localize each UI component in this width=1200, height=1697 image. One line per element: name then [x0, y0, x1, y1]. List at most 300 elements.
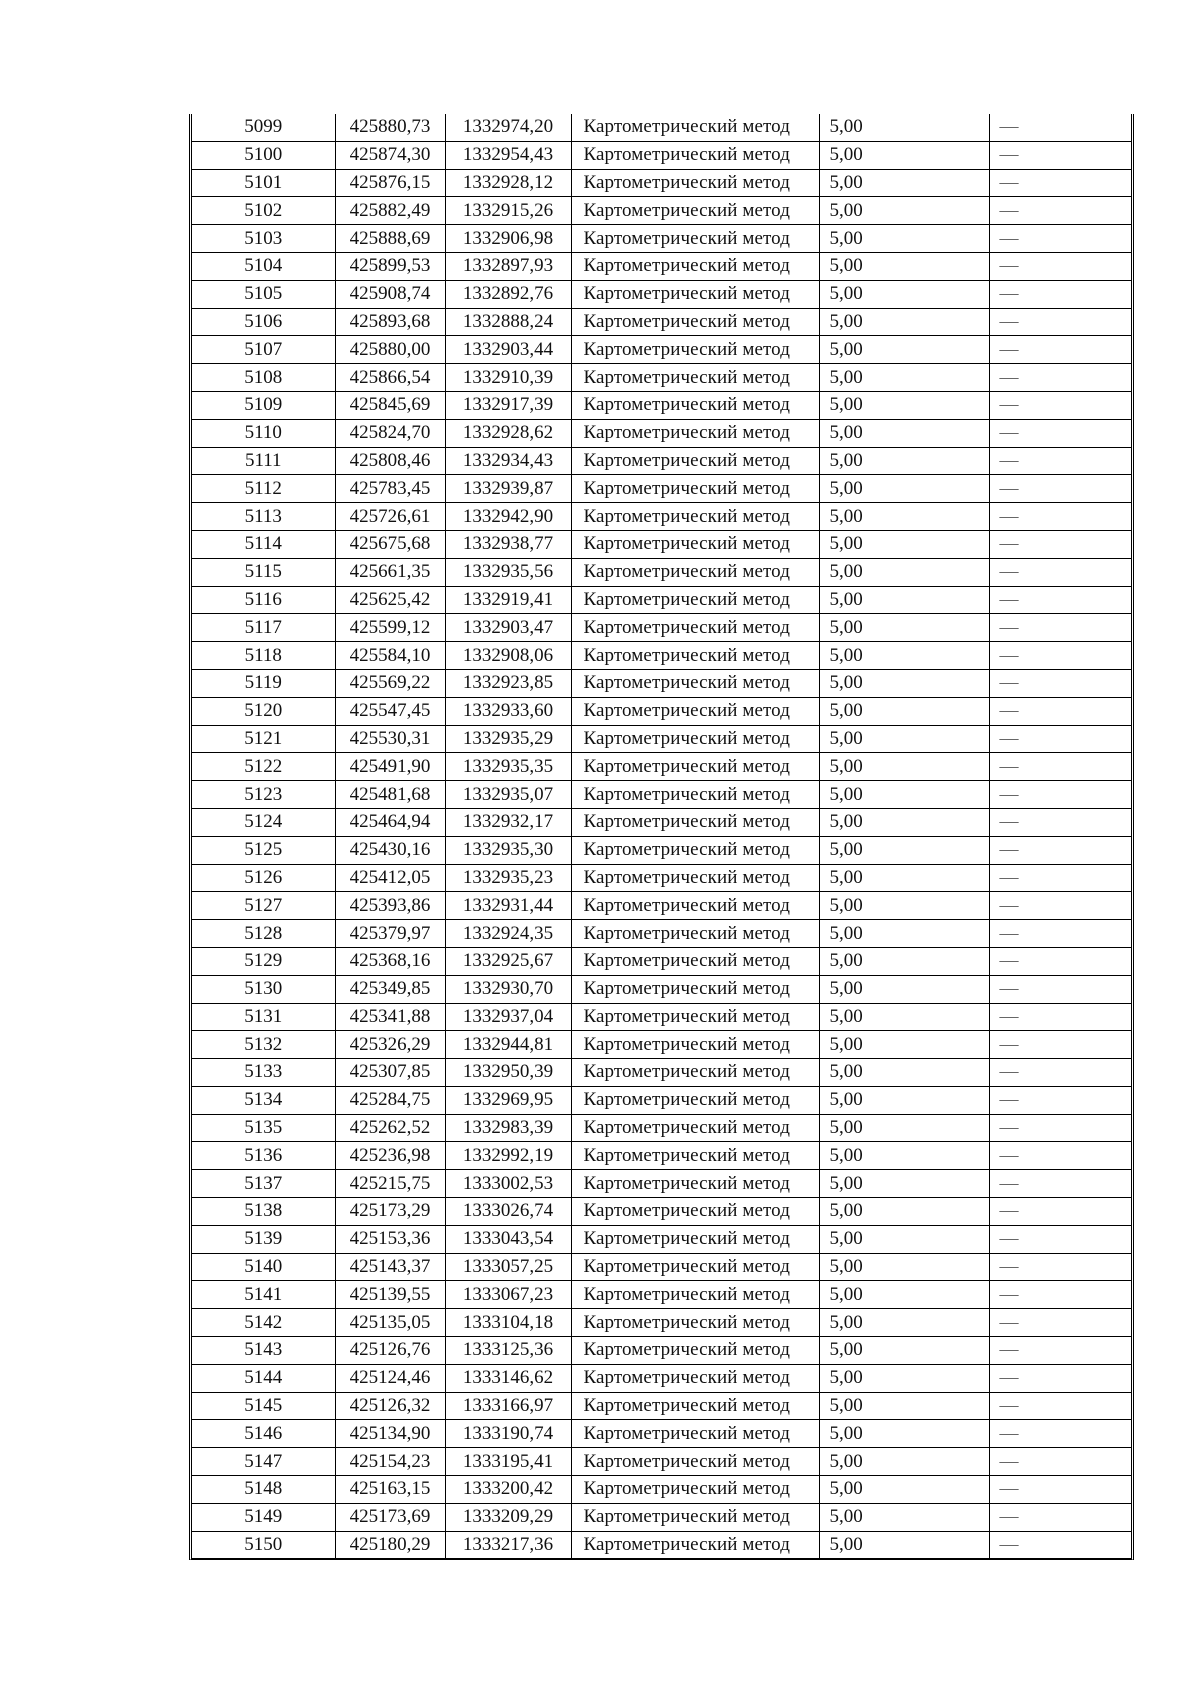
method-cell: Картометрический метод: [571, 1420, 819, 1448]
point-number-cell: 5113: [192, 503, 335, 531]
x-coordinate-cell: 425284,75: [335, 1086, 445, 1114]
accuracy-cell: 5,00: [819, 864, 989, 892]
x-coordinate-cell: 425126,76: [335, 1337, 445, 1365]
method-cell: Картометрический метод: [571, 114, 819, 141]
accuracy-cell: 5,00: [819, 725, 989, 753]
table-row: [192, 669, 1131, 697]
x-coordinate-cell: 425180,29: [335, 1531, 445, 1559]
table-row: [192, 725, 1131, 753]
note-cell: —: [989, 1059, 1131, 1087]
point-number-cell: 5129: [192, 947, 335, 975]
note-cell: —: [989, 1253, 1131, 1281]
x-coordinate-cell: 425661,35: [335, 558, 445, 586]
method-cell: Картометрический метод: [571, 280, 819, 308]
point-number-cell: 5139: [192, 1225, 335, 1253]
accuracy-cell: 5,00: [819, 642, 989, 670]
accuracy-cell: 5,00: [819, 614, 989, 642]
table-row: [192, 892, 1131, 920]
y-coordinate-cell: 1332935,29: [445, 725, 571, 753]
accuracy-cell: 5,00: [819, 1420, 989, 1448]
note-cell: —: [989, 280, 1131, 308]
accuracy-cell: 5,00: [819, 1198, 989, 1226]
accuracy-cell: 5,00: [819, 947, 989, 975]
x-coordinate-cell: 425866,54: [335, 364, 445, 392]
table-row: [192, 1364, 1131, 1392]
x-coordinate-cell: 425464,94: [335, 808, 445, 836]
x-coordinate-cell: 425379,97: [335, 920, 445, 948]
table-row: [192, 864, 1131, 892]
point-number-cell: 5135: [192, 1114, 335, 1142]
x-coordinate-cell: 425124,46: [335, 1364, 445, 1392]
table-row: [192, 697, 1131, 725]
point-number-cell: 5145: [192, 1392, 335, 1420]
point-number-cell: 5103: [192, 225, 335, 253]
note-cell: —: [989, 1364, 1131, 1392]
method-cell: Картометрический метод: [571, 1142, 819, 1170]
accuracy-cell: 5,00: [819, 1392, 989, 1420]
x-coordinate-cell: 425307,85: [335, 1059, 445, 1087]
y-coordinate-cell: 1332906,98: [445, 225, 571, 253]
note-cell: —: [989, 1448, 1131, 1476]
point-number-cell: 5147: [192, 1448, 335, 1476]
method-cell: Картометрический метод: [571, 1503, 819, 1531]
point-number-cell: 5115: [192, 558, 335, 586]
method-cell: Картометрический метод: [571, 1309, 819, 1337]
method-cell: Картометрический метод: [571, 1198, 819, 1226]
x-coordinate-cell: 425393,86: [335, 892, 445, 920]
method-cell: Картометрический метод: [571, 225, 819, 253]
table-row: [192, 1309, 1131, 1337]
y-coordinate-cell: 1332935,23: [445, 864, 571, 892]
note-cell: —: [989, 642, 1131, 670]
point-number-cell: 5136: [192, 1142, 335, 1170]
point-number-cell: 5111: [192, 447, 335, 475]
x-coordinate-cell: 425341,88: [335, 1003, 445, 1031]
y-coordinate-cell: 1332928,62: [445, 419, 571, 447]
point-number-cell: 5121: [192, 725, 335, 753]
table-row: [192, 336, 1131, 364]
table-body: [192, 114, 1131, 1559]
note-cell: —: [989, 308, 1131, 336]
note-cell: —: [989, 1420, 1131, 1448]
y-coordinate-cell: 1332919,41: [445, 586, 571, 614]
accuracy-cell: 5,00: [819, 447, 989, 475]
y-coordinate-cell: 1332908,06: [445, 642, 571, 670]
table-row: [192, 419, 1131, 447]
point-number-cell: 5118: [192, 642, 335, 670]
accuracy-cell: 5,00: [819, 419, 989, 447]
accuracy-cell: 5,00: [819, 391, 989, 419]
y-coordinate-cell: 1333043,54: [445, 1225, 571, 1253]
x-coordinate-cell: 425874,30: [335, 141, 445, 169]
y-coordinate-cell: 1332930,70: [445, 975, 571, 1003]
accuracy-cell: 5,00: [819, 1142, 989, 1170]
point-number-cell: 5150: [192, 1531, 335, 1559]
method-cell: Картометрический метод: [571, 947, 819, 975]
method-cell: Картометрический метод: [571, 503, 819, 531]
note-cell: —: [989, 697, 1131, 725]
table-row: [192, 114, 1131, 141]
point-number-cell: 5108: [192, 364, 335, 392]
point-number-cell: 5131: [192, 1003, 335, 1031]
point-number-cell: 5124: [192, 808, 335, 836]
method-cell: Картометрический метод: [571, 1531, 819, 1559]
accuracy-cell: 5,00: [819, 975, 989, 1003]
note-cell: —: [989, 1170, 1131, 1198]
x-coordinate-cell: 425135,05: [335, 1309, 445, 1337]
y-coordinate-cell: 1332992,19: [445, 1142, 571, 1170]
note-cell: —: [989, 503, 1131, 531]
method-cell: Картометрический метод: [571, 1392, 819, 1420]
point-number-cell: 5127: [192, 892, 335, 920]
method-cell: Картометрический метод: [571, 753, 819, 781]
y-coordinate-cell: 1332954,43: [445, 141, 571, 169]
x-coordinate-cell: 425876,15: [335, 169, 445, 197]
method-cell: Картометрический метод: [571, 419, 819, 447]
point-number-cell: 5100: [192, 141, 335, 169]
method-cell: Картометрический метод: [571, 336, 819, 364]
accuracy-cell: 5,00: [819, 920, 989, 948]
accuracy-cell: 5,00: [819, 252, 989, 280]
y-coordinate-cell: 1332928,12: [445, 169, 571, 197]
note-cell: —: [989, 1531, 1131, 1559]
accuracy-cell: 5,00: [819, 1337, 989, 1365]
y-coordinate-cell: 1332935,35: [445, 753, 571, 781]
x-coordinate-cell: 425824,70: [335, 419, 445, 447]
method-cell: Картометрический метод: [571, 725, 819, 753]
point-number-cell: 5109: [192, 391, 335, 419]
y-coordinate-cell: 1332983,39: [445, 1114, 571, 1142]
y-coordinate-cell: 1332903,44: [445, 336, 571, 364]
table-row: [192, 1253, 1131, 1281]
x-coordinate-cell: 425845,69: [335, 391, 445, 419]
y-coordinate-cell: 1332888,24: [445, 308, 571, 336]
x-coordinate-cell: 425880,00: [335, 336, 445, 364]
table-row: [192, 1142, 1131, 1170]
table-row: [192, 141, 1131, 169]
accuracy-cell: 5,00: [819, 114, 989, 141]
method-cell: Картометрический метод: [571, 808, 819, 836]
table-row: [192, 1503, 1131, 1531]
table-row: [192, 280, 1131, 308]
accuracy-cell: 5,00: [819, 1086, 989, 1114]
accuracy-cell: 5,00: [819, 1503, 989, 1531]
y-coordinate-cell: 1332950,39: [445, 1059, 571, 1087]
table-row: [192, 558, 1131, 586]
note-cell: —: [989, 920, 1131, 948]
coordinates-table-frame: [189, 114, 1134, 1560]
accuracy-cell: 5,00: [819, 169, 989, 197]
accuracy-cell: 5,00: [819, 697, 989, 725]
y-coordinate-cell: 1332934,43: [445, 447, 571, 475]
x-coordinate-cell: 425412,05: [335, 864, 445, 892]
point-number-cell: 5102: [192, 197, 335, 225]
accuracy-cell: 5,00: [819, 280, 989, 308]
method-cell: Картометрический метод: [571, 197, 819, 225]
accuracy-cell: 5,00: [819, 503, 989, 531]
note-cell: —: [989, 864, 1131, 892]
y-coordinate-cell: 1332932,17: [445, 808, 571, 836]
accuracy-cell: 5,00: [819, 197, 989, 225]
method-cell: Картометрический метод: [571, 1281, 819, 1309]
note-cell: —: [989, 391, 1131, 419]
y-coordinate-cell: 1333195,41: [445, 1448, 571, 1476]
accuracy-cell: 5,00: [819, 753, 989, 781]
point-number-cell: 5117: [192, 614, 335, 642]
note-cell: —: [989, 419, 1131, 447]
table-row: [192, 391, 1131, 419]
note-cell: —: [989, 1114, 1131, 1142]
table-row: [192, 753, 1131, 781]
x-coordinate-cell: 425726,61: [335, 503, 445, 531]
table-row: [192, 225, 1131, 253]
note-cell: —: [989, 447, 1131, 475]
accuracy-cell: 5,00: [819, 1114, 989, 1142]
note-cell: —: [989, 669, 1131, 697]
table-row: [192, 920, 1131, 948]
note-cell: —: [989, 169, 1131, 197]
accuracy-cell: 5,00: [819, 1531, 989, 1559]
y-coordinate-cell: 1333166,97: [445, 1392, 571, 1420]
table-row: [192, 975, 1131, 1003]
accuracy-cell: 5,00: [819, 1225, 989, 1253]
x-coordinate-cell: 425368,16: [335, 947, 445, 975]
y-coordinate-cell: 1332917,39: [445, 391, 571, 419]
point-number-cell: 5107: [192, 336, 335, 364]
x-coordinate-cell: 425134,90: [335, 1420, 445, 1448]
note-cell: —: [989, 141, 1131, 169]
method-cell: Картометрический метод: [571, 1170, 819, 1198]
y-coordinate-cell: 1332933,60: [445, 697, 571, 725]
point-number-cell: 5104: [192, 252, 335, 280]
point-number-cell: 5119: [192, 669, 335, 697]
accuracy-cell: 5,00: [819, 1059, 989, 1087]
method-cell: Картометрический метод: [571, 1114, 819, 1142]
y-coordinate-cell: 1333002,53: [445, 1170, 571, 1198]
note-cell: —: [989, 1337, 1131, 1365]
method-cell: Картометрический метод: [571, 1448, 819, 1476]
x-coordinate-cell: 425625,42: [335, 586, 445, 614]
table-row: [192, 1281, 1131, 1309]
method-cell: Картометрический метод: [571, 141, 819, 169]
accuracy-cell: 5,00: [819, 530, 989, 558]
y-coordinate-cell: 1332892,76: [445, 280, 571, 308]
note-cell: —: [989, 1003, 1131, 1031]
y-coordinate-cell: 1332935,07: [445, 781, 571, 809]
x-coordinate-cell: 425154,23: [335, 1448, 445, 1476]
method-cell: Картометрический метод: [571, 781, 819, 809]
point-number-cell: 5105: [192, 280, 335, 308]
table-row: [192, 836, 1131, 864]
accuracy-cell: 5,00: [819, 1448, 989, 1476]
x-coordinate-cell: 425163,15: [335, 1476, 445, 1504]
method-cell: Картометрический метод: [571, 669, 819, 697]
table-row: [192, 1170, 1131, 1198]
accuracy-cell: 5,00: [819, 1476, 989, 1504]
coordinates-table: [192, 114, 1131, 1559]
point-number-cell: 5148: [192, 1476, 335, 1504]
x-coordinate-cell: 425880,73: [335, 114, 445, 141]
y-coordinate-cell: 1332969,95: [445, 1086, 571, 1114]
table-row: [192, 1114, 1131, 1142]
table-row: [192, 1420, 1131, 1448]
x-coordinate-cell: 425173,29: [335, 1198, 445, 1226]
method-cell: Картометрический метод: [571, 1337, 819, 1365]
x-coordinate-cell: 425139,55: [335, 1281, 445, 1309]
method-cell: Картометрический метод: [571, 864, 819, 892]
x-coordinate-cell: 425236,98: [335, 1142, 445, 1170]
method-cell: Картометрический метод: [571, 558, 819, 586]
table-row: [192, 1337, 1131, 1365]
note-cell: —: [989, 753, 1131, 781]
point-number-cell: 5146: [192, 1420, 335, 1448]
accuracy-cell: 5,00: [819, 1003, 989, 1031]
method-cell: Картометрический метод: [571, 892, 819, 920]
note-cell: —: [989, 1198, 1131, 1226]
method-cell: Картометрический метод: [571, 586, 819, 614]
x-coordinate-cell: 425326,29: [335, 1031, 445, 1059]
table-row: [192, 586, 1131, 614]
y-coordinate-cell: 1333057,25: [445, 1253, 571, 1281]
table-row: [192, 1225, 1131, 1253]
y-coordinate-cell: 1332931,44: [445, 892, 571, 920]
note-cell: —: [989, 725, 1131, 753]
table-row: [192, 1003, 1131, 1031]
y-coordinate-cell: 1332935,56: [445, 558, 571, 586]
point-number-cell: 5125: [192, 836, 335, 864]
x-coordinate-cell: 425262,52: [335, 1114, 445, 1142]
y-coordinate-cell: 1332915,26: [445, 197, 571, 225]
table-row: [192, 252, 1131, 280]
note-cell: —: [989, 586, 1131, 614]
point-number-cell: 5140: [192, 1253, 335, 1281]
point-number-cell: 5128: [192, 920, 335, 948]
point-number-cell: 5134: [192, 1086, 335, 1114]
table-row: [192, 1086, 1131, 1114]
table-row: [192, 642, 1131, 670]
accuracy-cell: 5,00: [819, 1031, 989, 1059]
y-coordinate-cell: 1333190,74: [445, 1420, 571, 1448]
method-cell: Картометрический метод: [571, 697, 819, 725]
table-row: [192, 1031, 1131, 1059]
method-cell: Картометрический метод: [571, 1476, 819, 1504]
note-cell: —: [989, 975, 1131, 1003]
x-coordinate-cell: 425153,36: [335, 1225, 445, 1253]
accuracy-cell: 5,00: [819, 558, 989, 586]
point-number-cell: 5132: [192, 1031, 335, 1059]
accuracy-cell: 5,00: [819, 586, 989, 614]
accuracy-cell: 5,00: [819, 308, 989, 336]
point-number-cell: 5099: [192, 114, 335, 141]
method-cell: Картометрический метод: [571, 447, 819, 475]
y-coordinate-cell: 1332925,67: [445, 947, 571, 975]
note-cell: —: [989, 1503, 1131, 1531]
y-coordinate-cell: 1332938,77: [445, 530, 571, 558]
y-coordinate-cell: 1332910,39: [445, 364, 571, 392]
accuracy-cell: 5,00: [819, 336, 989, 364]
method-cell: Картометрический метод: [571, 364, 819, 392]
x-coordinate-cell: 425430,16: [335, 836, 445, 864]
note-cell: —: [989, 364, 1131, 392]
accuracy-cell: 5,00: [819, 781, 989, 809]
table-row: [192, 308, 1131, 336]
accuracy-cell: 5,00: [819, 475, 989, 503]
accuracy-cell: 5,00: [819, 892, 989, 920]
note-cell: —: [989, 947, 1131, 975]
point-number-cell: 5137: [192, 1170, 335, 1198]
y-coordinate-cell: 1332942,90: [445, 503, 571, 531]
table-row: [192, 530, 1131, 558]
y-coordinate-cell: 1332897,93: [445, 252, 571, 280]
note-cell: —: [989, 114, 1131, 141]
method-cell: Картометрический метод: [571, 1253, 819, 1281]
x-coordinate-cell: 425882,49: [335, 197, 445, 225]
point-number-cell: 5141: [192, 1281, 335, 1309]
method-cell: Картометрический метод: [571, 1059, 819, 1087]
x-coordinate-cell: 425599,12: [335, 614, 445, 642]
table-row: [192, 614, 1131, 642]
table-row: [192, 1531, 1131, 1559]
accuracy-cell: 5,00: [819, 225, 989, 253]
note-cell: —: [989, 252, 1131, 280]
y-coordinate-cell: 1333125,36: [445, 1337, 571, 1365]
x-coordinate-cell: 425808,46: [335, 447, 445, 475]
method-cell: Картометрический метод: [571, 308, 819, 336]
point-number-cell: 5106: [192, 308, 335, 336]
note-cell: —: [989, 558, 1131, 586]
method-cell: Картометрический метод: [571, 642, 819, 670]
accuracy-cell: 5,00: [819, 1364, 989, 1392]
note-cell: —: [989, 614, 1131, 642]
method-cell: Картометрический метод: [571, 475, 819, 503]
table-row: [192, 447, 1131, 475]
table-row: [192, 169, 1131, 197]
method-cell: Картометрический метод: [571, 975, 819, 1003]
note-cell: —: [989, 1281, 1131, 1309]
y-coordinate-cell: 1333200,42: [445, 1476, 571, 1504]
point-number-cell: 5112: [192, 475, 335, 503]
method-cell: Картометрический метод: [571, 920, 819, 948]
note-cell: —: [989, 1086, 1131, 1114]
point-number-cell: 5101: [192, 169, 335, 197]
y-coordinate-cell: 1332939,87: [445, 475, 571, 503]
x-coordinate-cell: 425349,85: [335, 975, 445, 1003]
y-coordinate-cell: 1333146,62: [445, 1364, 571, 1392]
note-cell: —: [989, 1392, 1131, 1420]
note-cell: —: [989, 530, 1131, 558]
method-cell: Картометрический метод: [571, 1031, 819, 1059]
x-coordinate-cell: 425481,68: [335, 781, 445, 809]
table-row: [192, 781, 1131, 809]
y-coordinate-cell: 1333026,74: [445, 1198, 571, 1226]
table-row: [192, 1059, 1131, 1087]
method-cell: Картометрический метод: [571, 252, 819, 280]
x-coordinate-cell: 425126,32: [335, 1392, 445, 1420]
method-cell: Картометрический метод: [571, 169, 819, 197]
point-number-cell: 5130: [192, 975, 335, 1003]
x-coordinate-cell: 425908,74: [335, 280, 445, 308]
accuracy-cell: 5,00: [819, 836, 989, 864]
table-row: [192, 197, 1131, 225]
x-coordinate-cell: 425899,53: [335, 252, 445, 280]
note-cell: —: [989, 336, 1131, 364]
note-cell: —: [989, 1309, 1131, 1337]
point-number-cell: 5123: [192, 781, 335, 809]
table-row: [192, 1198, 1131, 1226]
table-row: [192, 1476, 1131, 1504]
table-row: [192, 364, 1131, 392]
note-cell: —: [989, 1476, 1131, 1504]
